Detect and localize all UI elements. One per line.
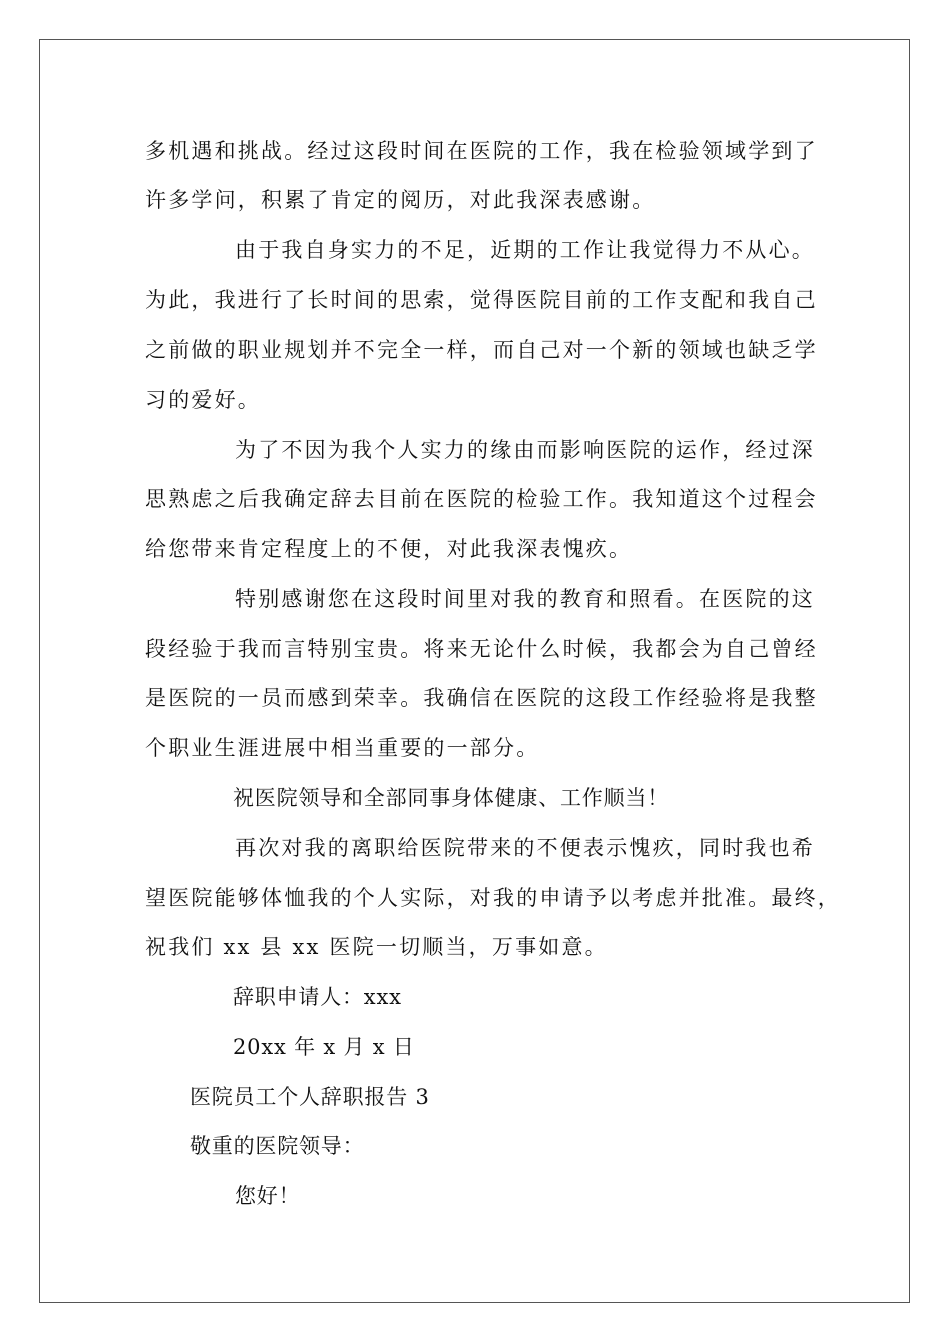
paragraph-start-line: 特别感谢您在这段时间里对我的教育和照看。在医院的这 [235, 587, 815, 611]
body-line: 是医院的一员而感到荣幸。我确信在医院的这段工作经验将是我整 [145, 686, 818, 710]
body-line: 为此，我进行了长时间的思索，觉得医院目前的工作支配和我自己 [145, 288, 818, 312]
paragraph-start-line: 为了不因为我个人实力的缘由而影响医院的运作，经过深 [235, 438, 815, 462]
body-line: 祝我们 xx 县 xx 医院一切顺当，万事如意。 [145, 935, 608, 959]
blessing-line: 祝医院领导和全部同事身体健康、工作顺当！ [233, 786, 669, 810]
body-line: 个职业生涯进展中相当重要的一部分。 [145, 736, 540, 760]
signature-date: 20xx 年 x 月 x 日 [233, 1035, 415, 1059]
page-frame [39, 39, 910, 1303]
body-line: 给您带来肯定程度上的不便，对此我深表愧疚。 [145, 537, 633, 561]
body-line: 之前做的职业规划并不完全一样，而自己对一个新的领域也缺乏学 [145, 338, 818, 362]
greeting: 您好！ [235, 1184, 301, 1208]
body-line: 多机遇和挑战。经过这段时间在医院的工作，我在检验领域学到了 [145, 139, 818, 163]
body-line: 望医院能够体恤我的个人实际，对我的申请予以考虑并批准。最终， [145, 886, 841, 910]
paragraph-start-line: 再次对我的离职给医院带来的不便表示愧疚，同时我也希 [235, 836, 815, 860]
body-line: 许多学问，积累了肯定的阅历，对此我深表感谢。 [145, 188, 656, 212]
section-title: 医院员工个人辞职报告 3 [190, 1085, 430, 1109]
body-line: 段经验于我而言特别宝贵。将来无论什么时候，我都会为自己曾经 [145, 637, 818, 661]
salutation: 敬重的医院领导： [190, 1134, 365, 1158]
signature-applicant: 辞职申请人：xxx [233, 985, 402, 1009]
paragraph-start-line: 由于我自身实力的不足，近期的工作让我觉得力不从心。 [235, 238, 815, 262]
body-line: 习的爱好。 [145, 388, 261, 412]
body-line: 思熟虑之后我确定辞去目前在医院的检验工作。我知道这个过程会 [145, 487, 818, 511]
